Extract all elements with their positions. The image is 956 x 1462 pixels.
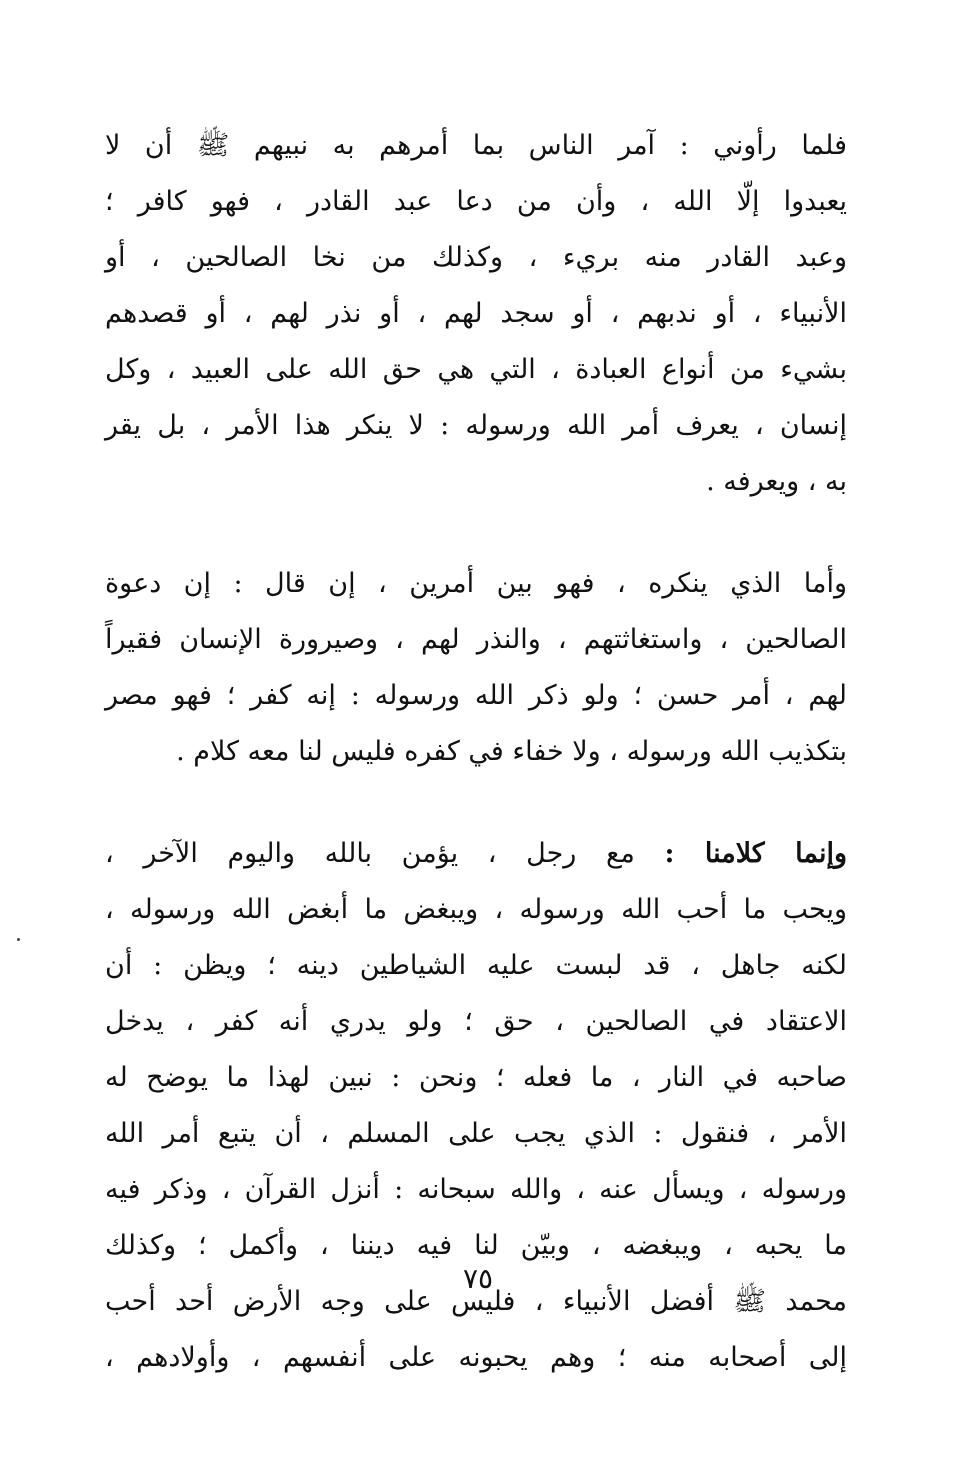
text-line: لكنه جاهل ، قد لبست عليه الشياطين دينه ؛ ويظن : أن	[105, 950, 847, 981]
text-line: فلما رأوني : آمر الناس بما أمرهم به نبيهم ﷺ أن لا	[105, 130, 847, 161]
text-line: إنسان ، يعرف أمر الله ورسوله : لا ينكر هذا الأمر ، بل يقر	[105, 410, 847, 441]
text-line: إلى أصحابه منه ؛ وهم يحبونه على أنفسهم ، وأولادهم ،	[105, 1342, 847, 1373]
text-line: ورسوله ، ويسأل عنه ، والله سبحانه : أنزل القرآن ، وذكر فيه	[105, 1174, 847, 1205]
text-line: ويحب ما أحب الله ورسوله ، ويبغض ما أبغض الله ورسوله ،	[105, 894, 847, 925]
text-line: ما يحبه ، ويبغضه ، وبيّن لنا فيه ديننا ، وأكمل ؛ وكذلك	[105, 1230, 847, 1261]
text-line: الاعتقاد في الصالحين ، حق ؛ ولو يدري أنه كفر ، يدخل	[105, 1006, 847, 1037]
paragraph-1	[105, 118, 847, 510]
text-line	[105, 826, 847, 882]
text-line: وعبد القادر منه بريء ، وكذلك من نخا الصالحين ، أو	[105, 242, 847, 273]
text-line: بشيء من أنواع العبادة ، التي هي حق الله على العبيد ، وكل	[105, 354, 847, 385]
text-line: يعبدوا إلّا الله ، وأن من دعا عبد القادر ، فهو كافر ؛	[105, 186, 847, 217]
text-line: صاحبه في النار ، ما فعله ؛ ونحن : نبين لهذا ما يوضح له	[105, 1062, 847, 1093]
paragraph-gap	[105, 510, 847, 556]
paragraph-2	[105, 556, 847, 780]
text-line: بتكذيب الله ورسوله ، ولا خفاء في كفره فليس لنا معه كلام .	[176, 736, 847, 767]
page-body	[105, 118, 847, 1386]
text-line: وأما الذي ينكره ، فهو بين أمرين ، إن قال : إن دعوة	[105, 568, 847, 599]
text-line: لهم ، أمر حسن ؛ ولو ذكر الله ورسوله : إنه كفر ؛ فهو مصر	[105, 680, 847, 711]
paragraph-gap	[105, 780, 847, 826]
text-line: به ، ويعرفه .	[706, 466, 847, 497]
text-line: الأنبياء ، أو ندبهم ، أو سجد لهم ، أو نذر لهم ، أو قصدهم	[105, 298, 847, 329]
text-line: الأمر ، فنقول : الذي يجب على المسلم ، أن يتبع أمر الله	[105, 1118, 847, 1149]
text-line: محمد ﷺ أفضل الأنبياء ، فليس على وجه الأرض أحد أحب	[105, 1286, 847, 1317]
page-number: ٧٥	[462, 1262, 494, 1295]
paragraph-3	[105, 826, 847, 1386]
scan-speck	[17, 938, 20, 941]
lead-continuation: مع رجل ، يؤمن بالله واليوم الآخر ،	[105, 838, 635, 869]
text-line: الصالحين ، واستغاثتهم ، والنذر لهم ، وصيرورة الإنسان فقيراً	[105, 624, 847, 655]
paragraph-lead: وإنما كلامنا :	[664, 838, 847, 869]
